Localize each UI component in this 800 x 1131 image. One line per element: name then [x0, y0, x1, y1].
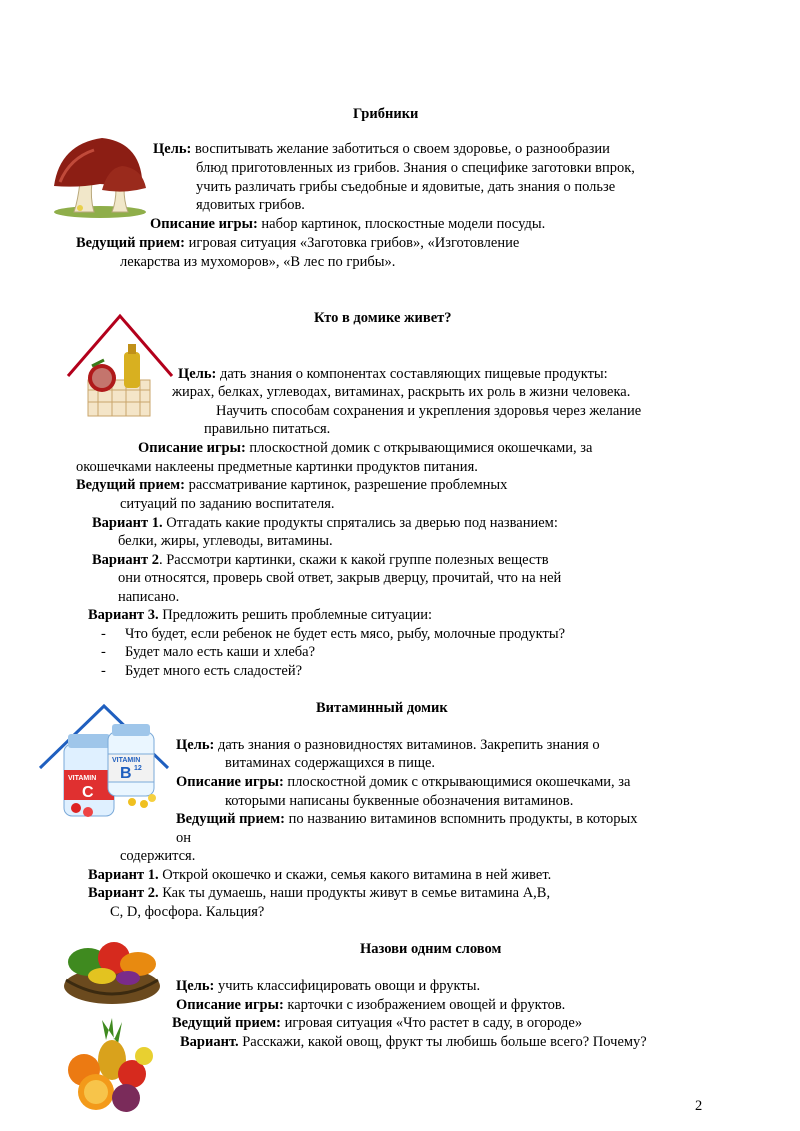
s2-v1-label: Вариант 1. [92, 515, 163, 531]
s3-desc-line-1: Описание игры: плоскостной домик с открывающимися окошечками, за [176, 774, 631, 790]
s4-variant-label: Вариант. [180, 1034, 239, 1050]
s4-goal-line-1: Цель: учить классифицировать овощи и фрукты. [176, 978, 481, 994]
s4-lead-line-1: Ведущий прием: игровая ситуация «Что растет в саду, в огороде» [172, 1015, 583, 1031]
s3-goal-line-1: Цель: дать знания о разновидностях витаминов. Закрепить знания о [176, 737, 600, 753]
s2-v2-label: Вариант 2 [92, 552, 159, 568]
s2-v2-line-3: написано. [118, 589, 180, 605]
s3-goal-line-2: витаминах содержащихся в пище. [225, 755, 436, 771]
s2-desc-label: Описание игры: [138, 440, 246, 456]
s1-lead-line-2: лекарства из мухоморов», «В лес по грибы». [120, 254, 396, 270]
s4-goal-label: Цель: [176, 978, 215, 994]
s3-desc-label: Описание игры: [176, 774, 284, 790]
bottle-1-letter: C [82, 784, 94, 801]
s1-goal-label: Цель: [153, 141, 192, 157]
s2-v3-line-1: Вариант 3. Предложить решить проблемные ситуации: [88, 607, 433, 623]
s1-goal-line-4: ядовитых грибов. [196, 197, 305, 213]
section-title-vitamin-house: Витаминный домик [316, 700, 448, 716]
s3-lead-line-2: он [176, 830, 192, 846]
s3-lead-line-1: Ведущий прием: по названию витаминов вспомнить продукты, в которых [176, 811, 638, 827]
s2-goal-line-2: жирах, белках, углеводах, витаминах, раскрыть их роль в жизни человека. [172, 384, 631, 400]
s3-v1-line-1: Вариант 1. Открой окошечко и скажи, семья какого витамина в ней живет. [88, 867, 552, 883]
s1-desc-label: Описание игры: [150, 216, 258, 232]
s2-desc-line-1: Описание игры: плоскостной домик с открывающимися окошечками, за [138, 440, 593, 456]
s3-v2-line-2: С, D, фосфора. Кальция? [110, 904, 265, 920]
s2-lead-line-1: Ведущий прием: рассматривание картинок, разрешение проблемных [76, 477, 508, 493]
bottle-2-subscript: 12 [134, 765, 142, 772]
bottle-1-label: VITAMIN [68, 775, 97, 782]
s2-bullet-dash-3: - [101, 663, 106, 679]
s2-v2-line-2: они относятся, проверь свой ответ, закрыв дверцу, прочитай, что на ней [118, 570, 562, 586]
s2-lead-line-2: ситуаций по заданию воспитателя. [120, 496, 335, 512]
section-title-name-in-one-word: Назови одним словом [360, 941, 502, 957]
s2-v1-line-1: Вариант 1. Отгадать какие продукты спрятались за дверью под названием: [92, 515, 558, 531]
fruit-illustration [62, 1016, 158, 1116]
s1-lead-line-1: Ведущий прием: игровая ситуация «Заготовка грибов», «Изготовление [76, 235, 520, 251]
bottle-2-letter: B [120, 765, 132, 782]
s2-bullet-dash-2: - [101, 644, 106, 660]
s1-goal-line-2: блюд приготовленных из грибов. Знания о специфике заготовки впрок, [196, 160, 635, 176]
s2-goal-line-4: правильно питаться. [204, 421, 331, 437]
s2-lead-label: Ведущий прием: [76, 477, 185, 493]
list-item: Будет мало есть каши и хлеба? [125, 644, 316, 660]
s2-goal-line-1: Цель: дать знания о компонентах составляющих пищевые продукты: [178, 366, 608, 382]
s2-goal-label: Цель: [178, 366, 217, 382]
s4-lead-label: Ведущий прием: [172, 1015, 281, 1031]
s4-desc-line-1: Описание игры: карточки с изображением овощей и фруктов. [176, 997, 566, 1013]
s2-v2-line-1: Вариант 2. Рассмотри картинки, скажи к какой группе полезных веществ [92, 552, 549, 568]
s3-goal-label: Цель: [176, 737, 215, 753]
s3-lead-label: Ведущий прием: [176, 811, 285, 827]
s3-v2-line-1: Вариант 2. Как ты думаешь, наши продукты живут в семье витамина А,В, [88, 885, 551, 901]
s3-v2-label: Вариант 2. [88, 885, 159, 901]
s4-desc-label: Описание игры: [176, 997, 284, 1013]
s3-lead-line-3: содержится. [120, 848, 196, 864]
house-food-illustration [64, 310, 176, 420]
s1-goal-line-1: Цель: воспитывать желание заботиться о своем здоровье, о разнообразии [153, 141, 610, 157]
mushroom-illustration [50, 130, 150, 220]
section-title-mushrooms: Грибники [353, 106, 419, 122]
bottle-2-label: VITAMIN [112, 757, 141, 764]
s2-bullet-dash-1: - [101, 626, 106, 642]
s3-desc-line-2: которыми написаны буквенные обозначения витаминов. [225, 793, 574, 809]
s1-goal-line-3: учить различать грибы съедобные и ядовитые, дать знания о пользе [196, 179, 616, 195]
page-number: 2 [695, 1098, 703, 1114]
s2-goal-line-3: Научить способам сохранения и укрепления здоровья через желание [216, 403, 642, 419]
s2-v1-line-2: белки, жиры, углеводы, витамины. [118, 533, 333, 549]
s1-lead-label: Ведущий прием: [76, 235, 185, 251]
list-item: Будет много есть сладостей? [125, 663, 303, 679]
s3-v1-label: Вариант 1. [88, 867, 159, 883]
vitamin-house-illustration [36, 698, 172, 826]
s2-desc-line-2: окошечками наклеены предметные картинки продуктов питания. [76, 459, 478, 475]
s1-desc-line-1: Описание игры: набор картинок, плоскостные модели посуды. [150, 216, 546, 232]
s2-v3-label: Вариант 3. [88, 607, 159, 623]
s4-variant-line-1: Вариант. Расскажи, какой овощ, фрукт ты любишь больше всего? Почему? [180, 1034, 647, 1050]
list-item: Что будет, если ребенок не будет есть мясо, рыбу, молочные продукты? [125, 626, 566, 642]
vegetable-basket-illustration [58, 928, 166, 1008]
section-title-who-lives: Кто в домике живет? [314, 310, 452, 326]
